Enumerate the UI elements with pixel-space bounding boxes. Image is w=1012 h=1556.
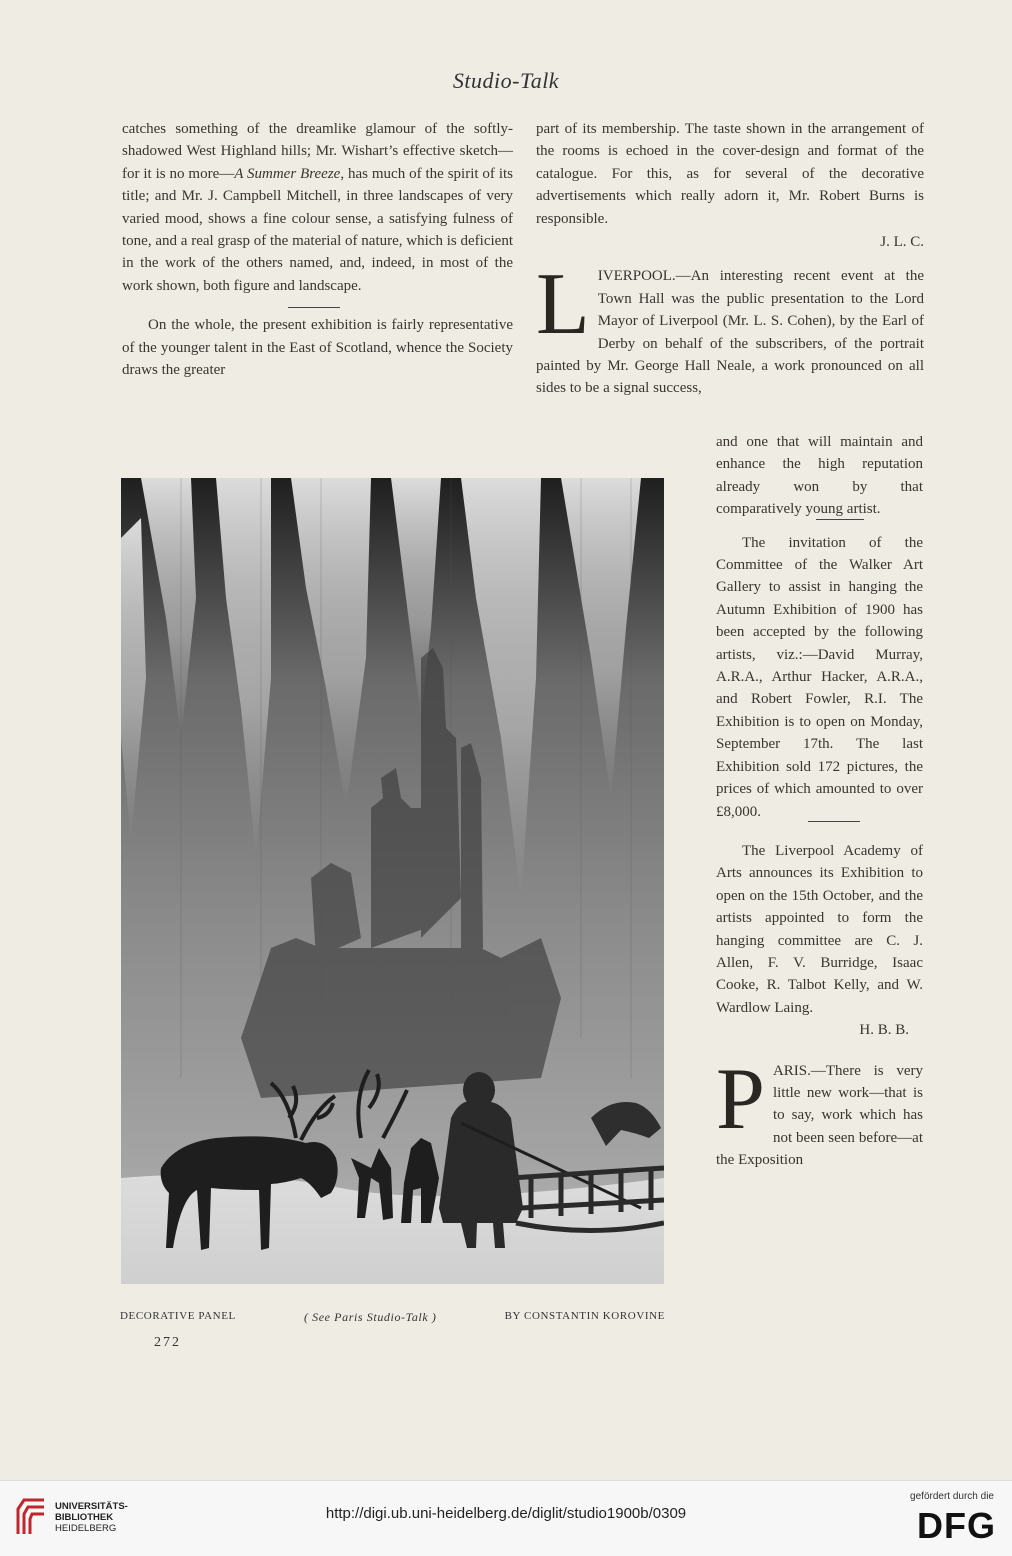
right-paragraph-1: part of its membership. The taste shown in the arrangement of the rooms is echoed in the cover-design and format of the catalogue. For this, as for several of the decorative advertisements which really adorn it, Mr. Robert Burns is responsible. [536, 121, 924, 227]
permalink-url[interactable]: http://digi.ub.uni-heidelberg.de/diglit/studio1900b/0309 [325, 1505, 687, 1522]
sponsor-label: gefördert durch die [910, 1491, 994, 1502]
left-paragraph-2: On the whole, the present exhibition is fairly representative of the younger talent in the East of Scotland, whence the Society draws the greater [122, 317, 513, 379]
caption-artist: BY CONSTANTIN KOROVINE [504, 1310, 665, 1322]
aurora-reindeer-illustration [121, 478, 664, 1284]
section-divider [808, 821, 860, 822]
right-column-top [536, 118, 924, 400]
academy-paragraph: The Liverpool Academy of Arts announces its Exhibition to open on the 15th October, and the artists appointed to form the hanging committee are C. J. Allen, F. V. Burridge, Isaac Cooke, R. Talbot Kelly, and W. Wardlow Laing. [716, 842, 923, 1016]
decorative-panel-illustration [121, 478, 664, 1284]
drop-cap-l: L [536, 256, 590, 354]
caption-title: DECORATIVE PANEL [120, 1310, 236, 1322]
plate-caption [120, 1310, 665, 1325]
signature-hbb: H. B. B. [859, 1022, 909, 1039]
right-column-narrow [716, 431, 923, 1172]
library-name: UNIVERSITÄTS- BIBLIOTHEK HEIDELBERG [55, 1501, 128, 1534]
running-title: Studio-Talk [452, 68, 560, 93]
liverpool-paragraph: LIVERPOOL.—An interesting recent event at the Town Hall was the public presentation to the Lord Mayor of Liverpool (Mr. L. S. Cohen), by the Earl of Derby on behalf of the subscribers, of the portrait painted by Mr. George Hall Neale, a work pronounced on all sides to be a signal success, [536, 256, 924, 397]
viewer-footer [0, 1480, 1012, 1556]
page-number: 272 [154, 1335, 181, 1350]
liverpool-continued: and one that will maintain and enhance the high reputation already won by that comparatively young artist. [716, 434, 923, 518]
left-paragraph-1: catches something of the dreamlike glamour of the softly-shadowed West Highland hills; Mr. Wishart’s effective sketch—for it is no more—A Summer Breeze, has much of the spirit of its title; and Mr. J. Campbell Mitchell, in three landscapes of very varied mood, shows a fine colour sense, a satisfying fulness of tone, and a real grasp of the material of nature, which is deficient in the work of the others named, and, indeed, in most of the work shown, both figure and landscape. [122, 121, 513, 294]
artwork-title: A Summer Breeze [234, 165, 341, 182]
signature-jlc: J. L. C. [880, 234, 924, 251]
left-column [122, 118, 513, 381]
section-divider [288, 307, 340, 308]
dfg-logo[interactable]: DFG [917, 1505, 996, 1546]
walker-paragraph: The invitation of the Committee of the Walker Art Gallery to assist in hanging the Autumn Exhibition of 1900 has been accepted by the following artists, viz.:—David Murray, A.R.A., Arthur Hacker, A.R.A., and Robert Fowler, R.I. The Exhibition is to open on Monday, September 17th. The last Exhibition sold 172 pictures, the prices of which amounted to over £8,000. [716, 534, 923, 820]
paris-paragraph: PARIS.—There is very little new work—that is to say, work which has not been seen before—at the Exposition [716, 1050, 923, 1169]
drop-cap-p: P [716, 1050, 765, 1148]
caption-reference: ( See Paris Studio-Talk ) [303, 1310, 437, 1324]
